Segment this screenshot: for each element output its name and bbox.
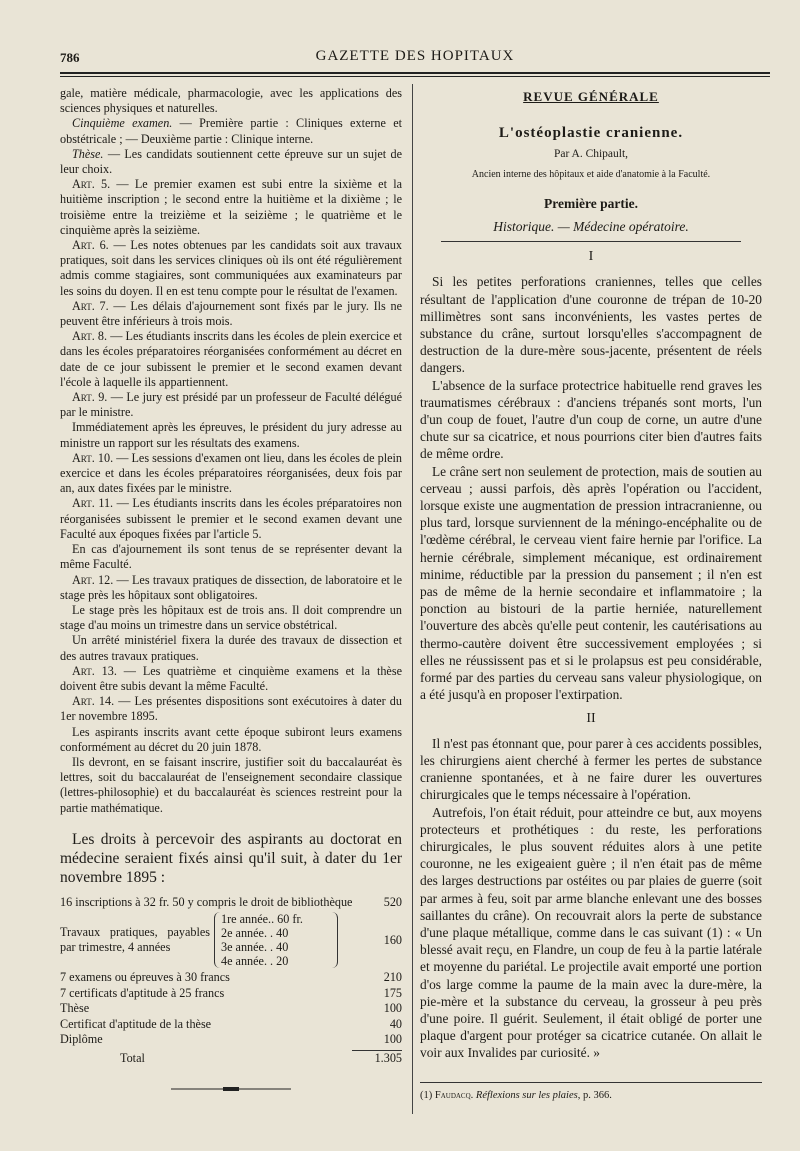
fees-lead: Les droits à percevoir des aspirants au doctorat en médecine seraient fixés ainsi qu'il suit, à dater du 1er novembre 1895 :: [60, 830, 402, 886]
total-label: Total: [120, 1050, 145, 1065]
year-item: 3e année. . 40: [221, 940, 289, 955]
fee-label: 16 inscriptions à 32 fr. 50 y compris le droit de bibliothèque: [60, 894, 353, 909]
footnote-page: , p. 366.: [577, 1089, 612, 1101]
footnote-author: Faudacq.: [434, 1089, 474, 1101]
article-label: Art. 9.: [72, 390, 108, 405]
year-item: 4e année. . 20: [221, 954, 289, 969]
article: [60, 573, 402, 603]
article-title: L'ostéoplastie cranienne.: [498, 125, 684, 142]
article-text: — Les délais d'ajournement sont fixés par le jury. Ils ne peuvent être inférieurs à trois mois.: [60, 298, 403, 329]
article-label: Art. 14.: [72, 694, 115, 709]
paragraph: Un arrêté ministériel fixera la durée des travaux de dissection et des autres travaux pratiques.: [60, 633, 402, 663]
article: [60, 664, 402, 694]
fee-label: 7 examens ou épreuves à 30 francs: [60, 970, 230, 985]
column-divider: [412, 84, 413, 1114]
page-header: [60, 46, 770, 68]
year-item: 2e année. . 40: [221, 926, 289, 941]
paragraph: L'absence de la surface protectrice habituelle rend graves les traumatismes cérébraux : d'anciens trépanés sont morts, l'un d'un coup de fouet, l'autre d'un coup de corne, un autre d'une chute sur sa cicatrice, et nous pourrions citer bien d'autres faits de même ordre.: [420, 377, 762, 462]
fee-amount: 175: [383, 985, 402, 1000]
ornament-rule-icon: [171, 1086, 291, 1092]
article: [60, 451, 402, 497]
article-label: Art. 12.: [72, 572, 114, 587]
fee-row: [60, 970, 402, 986]
fee-row: [60, 1001, 402, 1017]
part-heading: Première partie.: [544, 195, 638, 211]
article-text: — Les notes obtenues par les candidats soit aux travaux pratiques, soit dans les services cliniques où ils ont été régulièrement admis comme stagiaires, sont communiquées aux examinateurs par les soins du doyen. Il en est tenu compte pour le résultat de l'examen.: [60, 238, 402, 298]
author-affiliation: Ancien interne des hôpitaux et aide d'anatomie à la Faculté.: [471, 168, 711, 180]
fee-row: [60, 1032, 402, 1048]
header-rule: [60, 72, 770, 74]
article-label: Art. 7.: [72, 298, 109, 313]
paragraph: En cas d'ajournement ils sont tenus de se représenter devant la même Faculté.: [60, 542, 402, 572]
fee-group-travaux: [60, 912, 402, 968]
article: [60, 329, 402, 390]
short-rule: [441, 241, 741, 242]
fee-amount: 100: [383, 1032, 402, 1047]
fee-row: [60, 895, 402, 911]
ornament-divider: [60, 1082, 402, 1097]
article: [60, 496, 402, 542]
fee-row: [60, 1017, 402, 1033]
fee-amount: 210: [383, 970, 402, 985]
fee-row: [60, 986, 402, 1002]
years-list: [214, 912, 338, 968]
footnote: [420, 1087, 762, 1104]
header-rule-thin: [60, 76, 770, 77]
article-text: — Les étudiants inscrits dans les écoles préparatoires non réorganisées subissent le premier et le second examen devant une Faculté aux époques fixées par l'article 5.: [60, 496, 402, 541]
article-text: — Les étudiants inscrits dans les écoles de plein exercice et dans les écoles préparatoires réorganisées conformément au décret en date de ce jour subissent le premier et le second examen devant l'école à laquelle ils appartiennent.: [60, 329, 402, 389]
paragraph: Autrefois, l'on était réduit, pour atteindre ce but, aux moyens protecteurs et prothétiques : du reste, les perforations chirurgicales, le plus souvent réduites alors à une petite couronne, ne les exigeaient guère ; il n'en était pas de même des larges destructions par ostéites ou par plaies de guerre (soit par armes à feu, soit par arme blanche enlevant une des bosses saillantes du crâne). On recouvrait alors la perte de substance d'une plaque métallique, comme dans le cas suivant (1) : « Un blessé avait reçu, en Flandre, un coup de feu à la partie latérale et moyenne du pariétal. Le projectile avait emporté une portion d'os large comme la paume de la main avec la dure-mère, la pie-mère et la substance du cerveau, la grosseur à peu près d'une poire. Il guérit. Seulement, il était obligé de porter une plaque d'argent pour protéger sa cicatrice cutanée. On allait le voir aux Invalides par curiosité. »: [420, 804, 762, 1061]
exam-text: — Première partie : Cliniques externe et obstétricale ; — Deuxième partie : Clinique interne.: [60, 116, 402, 146]
article: [60, 238, 402, 299]
fee-label: 7 certificats d'aptitude à 25 francs: [60, 985, 225, 1000]
exam-text: — Les candidats soutiennent cette épreuve sur un sujet de leur choix.: [60, 146, 402, 177]
fee-total-row: [60, 1051, 402, 1067]
article-text: — Le jury est présidé par un professeur de Faculté délégué par le ministre.: [60, 390, 403, 420]
left-column: [60, 86, 402, 1097]
paragraph: Ils devront, en se faisant inscrire, justifier soit du baccalauréat ès lettres, soit du baccalauréat de l'enseignement secondaire classique (lettres-philosophie) et du baccalauréat ès sciences restreint pour la partie mathématique.: [60, 754, 402, 815]
article: [60, 177, 402, 238]
article: [60, 299, 402, 329]
article-text: — Les présentes dispositions sont exécutoires à dater du 1er novembre 1895.: [60, 694, 402, 724]
article-label: Art. 10.: [72, 450, 114, 465]
footnote-number: (1): [420, 1089, 435, 1101]
exam-label: Cinquième examen.: [72, 116, 173, 131]
article-label: Art. 13.: [72, 663, 117, 678]
paragraph: Les aspirants inscrits avant cette époque subiront leurs examens conformément au décret du 20 juin 1878.: [60, 724, 402, 754]
paragraph: Immédiatement après les épreuves, le président du jury adresse au ministre un rapport sur les résultats des examens.: [60, 420, 402, 450]
year-item: 1re année.. 60 fr.: [221, 912, 303, 927]
article-text: — Les quatrième et cinquième examens et la thèse doivent être subis devant la même Faculté.: [60, 663, 402, 693]
fee-label: Diplôme: [60, 1032, 103, 1047]
footnote-title: Réflexions sur les plaies: [473, 1089, 578, 1101]
section-title: REVUE GÉNÉRALE: [523, 89, 659, 104]
article-label: Art. 6.: [72, 238, 109, 253]
paragraph: Le stage près les hôpitaux est de trois ans. Il doit comprendre un stage d'au moins un trimestre dans un service obstétrical.: [60, 602, 402, 633]
paragraph: Le crâne sert non seulement de protection, mais de soutien au cerveau ; aussi parfois, dès après l'opération ou l'accident, lorsque existe une augmentation de pression intracranienne, ou plus tard, lorsque surviennent de la méningo-encéphalite ou de l'œdème cérébral, le cerveau vient faire hernie par l'orifice. La hernie cérébrale, simplement mécanique, est ordinairement minime, réductible par la pression du pansement ; il n'en est pas de même de la hernie secondaire et inflammatoire ; la ponction au bistouri de la partie herniée, naturellement l'ouverture des abcès qu'elle peut contenir, les cautérisations au thermo-cautère doivent être successivement employées ; si elles ne réussissent pas et si le prolapsus est peu considérable, formé par des parties du cerveau sans valeur physiologique, on a été jusqu'à en proposer l'extirpation.: [420, 463, 762, 703]
paragraph: Si les petites perforations craniennes, telles que celles résultant de l'application d'une couronne de trépan de 10-20 millimètres sont sans inconvénients, les vastes pertes de substance du crâne, surtout lorsqu'elles s'accompagnent de destruction de la dure-mère sous-jacente, présentent de réels dangers.: [420, 274, 762, 376]
fee-label: Thèse: [60, 1001, 90, 1016]
paragraph: gale, matière médicale, pharmacologie, avec les applications des sciences physiques et naturelles.: [60, 86, 402, 116]
fee-amount: 100: [383, 1001, 402, 1016]
fees-table: [60, 895, 402, 1067]
journal-title: GAZETTE DES HOPITAUX: [315, 48, 515, 64]
paragraph: [60, 116, 402, 146]
article-text: — Les sessions d'examen ont lieu, dans les écoles de plein exercice et dans les écoles préparatoires réorganisées, deux fois par an, aux dates fixées par le ministre.: [60, 450, 402, 496]
article-text: — Le premier examen est subi entre la sixième et la huitième inscription ; le second entre la huitième et la dixième ; le troisième entre la treizième et la seizième ; le quatrième et le cinquième après la seizième.: [60, 177, 403, 237]
total-amount: 1.305: [374, 1050, 402, 1065]
article-text: — Les travaux pratiques de dissection, de laboratoire et le stage près les hôpitaux sont obligatoires.: [60, 572, 402, 602]
article-label: Art. 11.: [72, 496, 114, 511]
right-column: [420, 88, 762, 1104]
article: [60, 694, 402, 724]
section-number: II: [586, 710, 596, 726]
article-label: Art. 5.: [72, 177, 111, 192]
paragraph: Il n'est pas étonnant que, pour parer à ces accidents possibles, les chirurgiens aient cherché à fermer les pertes de substance cranienne spontanées, et à ne faire durer les ouvertures chirurgicales que le temps nécessaire à l'opération.: [420, 735, 762, 803]
subheading: Historique. — Médecine opératoire.: [493, 219, 689, 235]
fee-label: Travaux pratiques, payables par trimestre, 4 années: [60, 925, 210, 955]
fee-amount: 160: [383, 932, 402, 947]
exam-label: Thèse.: [72, 146, 104, 161]
fee-amount: 40: [389, 1016, 402, 1031]
fee-label: Certificat d'aptitude de la thèse: [60, 1016, 212, 1031]
section-number: I: [588, 249, 594, 265]
fee-amount: 520: [383, 894, 402, 909]
paragraph: [60, 147, 402, 177]
article-label: Art. 8.: [72, 329, 108, 344]
footnote-rule: [420, 1082, 762, 1083]
author-line: Par A. Chipault,: [553, 148, 629, 161]
article: [60, 390, 402, 420]
page-number: 786: [60, 50, 80, 65]
